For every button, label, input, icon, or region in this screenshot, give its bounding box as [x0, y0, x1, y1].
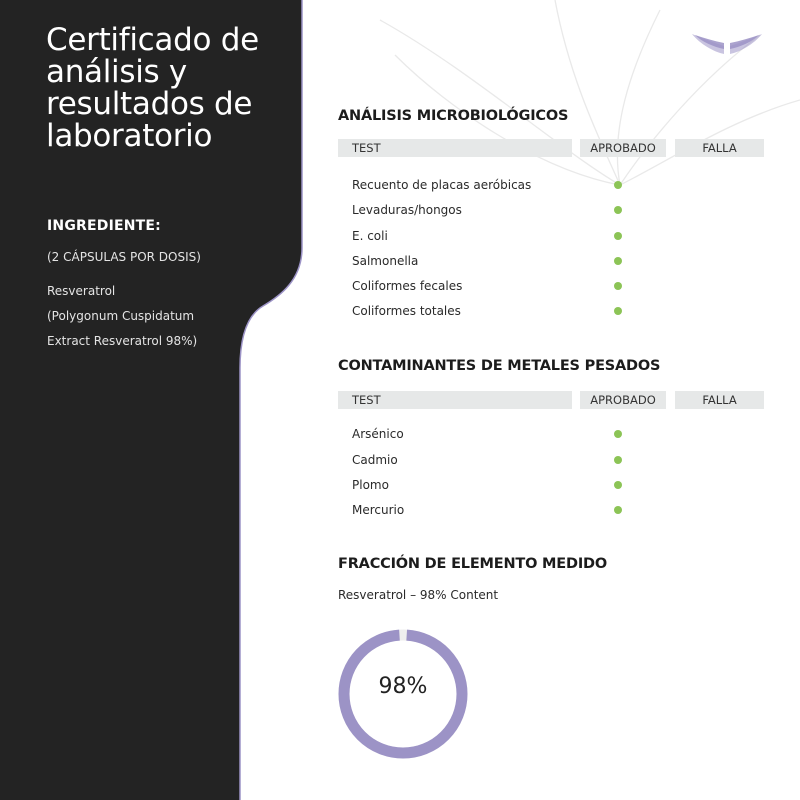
microbiology-row	[352, 276, 772, 296]
heavy-metals-row	[352, 450, 772, 470]
fraction-subtitle: Resveratrol – 98% Content	[338, 588, 499, 602]
ingredient-line: Extract Resveratrol 98%)	[47, 334, 198, 348]
test-name: Mercurio	[352, 503, 405, 517]
ingredient-heading: INGREDIENTE:	[47, 218, 161, 234]
microbiology-row	[352, 226, 772, 246]
pass-indicator-dot	[614, 181, 622, 189]
test-name: Arsénico	[352, 427, 404, 441]
test-name: Plomo	[352, 478, 389, 492]
pass-indicator-dot	[614, 282, 622, 290]
microbiology-row	[352, 175, 772, 195]
microbiology-row	[352, 301, 772, 321]
microbiology-row	[352, 200, 772, 220]
test-name: Coliformes totales	[352, 304, 461, 318]
wings-logo-icon	[688, 30, 766, 56]
ingredient-line: (Polygonum Cuspidatum	[47, 309, 195, 323]
heavy-metals-row	[352, 424, 772, 444]
test-name: E. coli	[352, 229, 388, 243]
heavy-metals-section-title: CONTAMINANTES DE METALES PESADOS	[338, 358, 661, 374]
pass-indicator-dot	[614, 232, 622, 240]
microbiology-header-test: TEST	[338, 139, 572, 157]
page-title: Certificado de análisis y resultados de laboratorio	[46, 22, 259, 154]
heavy-metals-header-fail: FALLA	[675, 391, 764, 409]
pass-indicator-dot	[614, 257, 622, 265]
fraction-section-title: FRACCIÓN DE ELEMENTO MEDIDO	[338, 556, 607, 572]
pass-indicator-dot	[614, 506, 622, 514]
heavy-metals-header-test: TEST	[338, 391, 572, 409]
heavy-metals-header-pass: APROBADO	[580, 391, 666, 409]
test-name: Coliformes fecales	[352, 279, 463, 293]
pass-indicator-dot	[614, 307, 622, 315]
ingredient-dosage: (2 CÁPSULAS POR DOSIS)	[47, 250, 201, 264]
test-name: Cadmio	[352, 453, 398, 467]
test-name: Levaduras/hongos	[352, 203, 462, 217]
microbiology-header-pass: APROBADO	[580, 139, 666, 157]
pass-indicator-dot	[614, 430, 622, 438]
pass-indicator-dot	[614, 456, 622, 464]
heavy-metals-row	[352, 500, 772, 520]
pass-indicator-dot	[614, 206, 622, 214]
donut-percent-label: 98%	[378, 674, 428, 699]
microbiology-header-fail: FALLA	[675, 139, 764, 157]
pass-indicator-dot	[614, 481, 622, 489]
ingredient-line: Resveratrol	[47, 284, 116, 298]
heavy-metals-row	[352, 475, 772, 495]
microbiology-section-title: ANÁLISIS MICROBIOLÓGICOS	[338, 108, 569, 124]
test-name: Recuento de placas aeróbicas	[352, 178, 532, 192]
microbiology-row	[352, 251, 772, 271]
test-name: Salmonella	[352, 254, 419, 268]
